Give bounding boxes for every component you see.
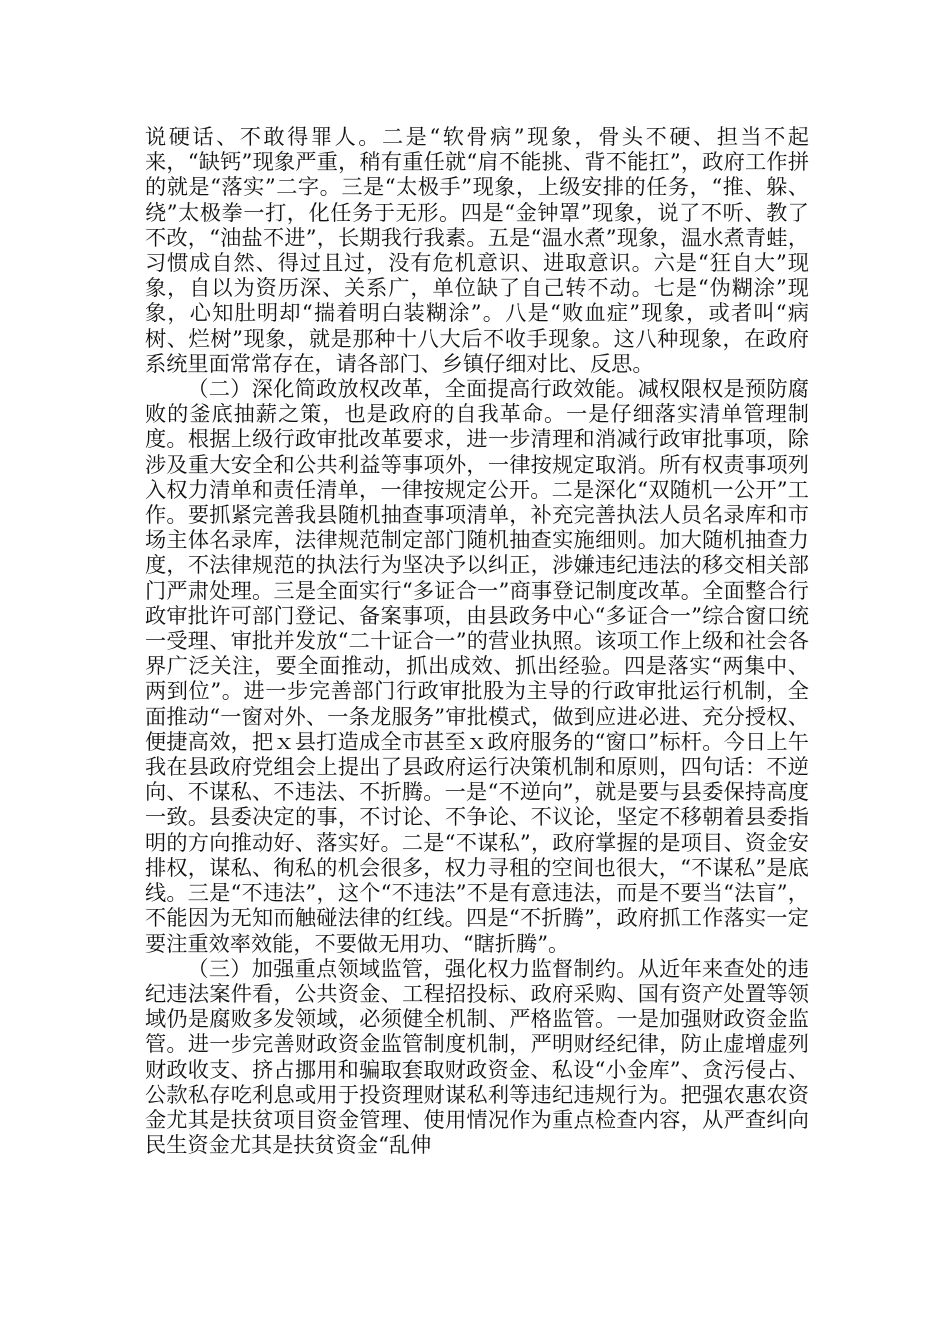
body-paragraph-2: （二）深化简政放权改革，全面提高行政效能。减权限权是预防腐败的釜底抽薪之策，也是政府的自我革命。一是仔细落实清单管理制度。根据上级行政审批改革要求，进一步清理和消减行政审批事项，除涉及重大安全和公共利益等事项外，一律按规定取消。所有权责事项列入权力清单和责任清单，一律按规定公开。二是深化“双随机一公开”工作。要抓紧完善我县随机抽查事项清单，补充完善执法人员名录库和市场主体名录库，法律规范制定部门随机抽查实施细则。加大随机抽查力度，不法律规范的执法行为坚决予以纠正，涉嫌违纪违法的移交相关部门严肃处理。三是全面实行“多证合一”商事登记制度改革。全面整合行政审批许可部门登记、备案事项，由县政务中心“多证合一”综合窗口统一受理、审批并发放“二十证合一”的营业执照。该项工作上级和社会各界广泛关注，要全面推动，抓出成效、抓出经验。四是落实“两集中、两到位”。进一步完善部门行政审批股为主导的行政审批运行机制，全面推动“一窗对外、一条龙服务”审批模式，做到应进必进、充分授权、便捷高效，把ｘ县打造成全市甚至ｘ政府服务的“窗口”标杆。今日上午我在县政府党组会上提出了县政府运行决策机制和原则，四句话：不逆向、不谋私、不违法、不折腾。一是“不逆向”，就是要与县委保持高度一致。县委决定的事，不讨论、不争论、不议论，坚定不移朝着县委指明的方向推动好、落实好。二是“不谋私”，政府掌握的是项目、资金安排权，谋私、徇私的机会很多，权力寻租的空间也很大，“不谋私”是底线。三是“不违法”，这个“不违法”不是有意违法，而是不要当“法盲”，不能因为无知而触碰法律的红线。四是“不折腾”，政府抓工作落实一定要注重效率效能，不要做无用功、“瞎折腾”。 [145, 376, 809, 956]
body-paragraph-1: 说硬话、不敢得罪人。二是“软骨病”现象，骨头不硬、担当不起来，“缺钙”现象严重，稍有重任就“肩不能挑、背不能扛”，政府工作拼的就是“落实”二字。三是“太极手”现象，上级安排的任务，“推、躲、绕”太极拳一打，化任务于无形。四是“金钟罩”现象，说了不听、教了不改，“油盐不进”，长期我行我素。五是“温水煮”现象，温水煮青蛙，习惯成自然、得过且过，没有危机意识、进取意识。六是“狂自大”现象，自以为资历深、关系广，单位缺了自己转不动。七是“伪糊涂”现象，心知肚明却“揣着明白装糊涂”。八是“败血症”现象，或者叫“病树、烂树”现象，就是那种十八大后不收手现象。这八种现象，在政府系统里面常常存在，请各部门、乡镇仔细对比、反思。 [145, 124, 809, 376]
body-paragraph-3: （三）加强重点领域监管，强化权力监督制约。从近年来查处的违纪违法案件看，公共资金、工程招投标、政府采购、国有资产处置等领域仍是腐败多发领域，必须健全机制、严格监管。一是加强财政资金监管。进一步完善财政资金监管制度机制，严明财经纪律，防止虚增虚列财政收支、挤占挪用和骗取套取财政资金、私设“小金库”、贪污侵占、公款私存吃利息或用于投资理财谋私利等违纪违规行为。把强农惠农资金尤其是扶贫项目资金管理、使用情况作为重点检查内容，从严查纠向民生资金尤其是扶贫资金“乱伸 [145, 955, 809, 1158]
document-page [145, 124, 809, 1157]
